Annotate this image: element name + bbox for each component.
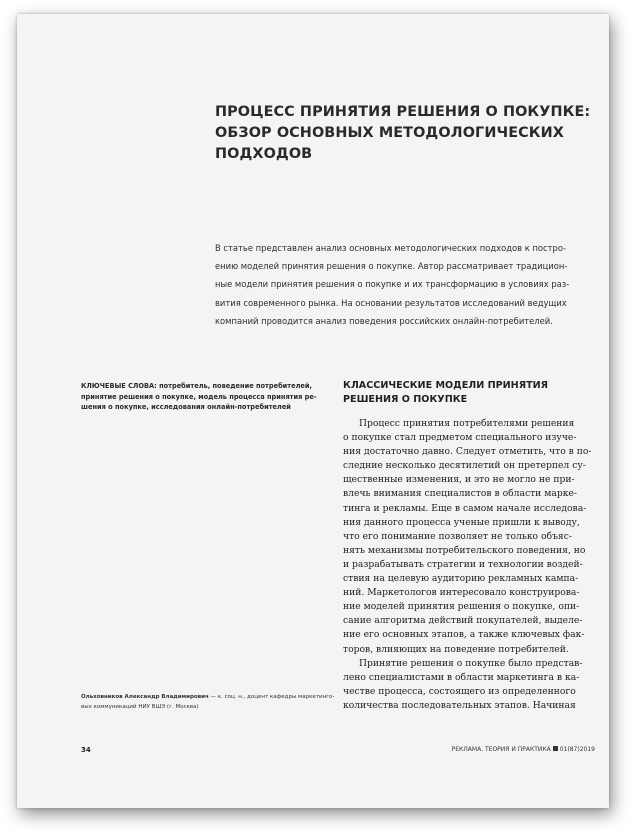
body-line: ствия на целевую аудиторию рекламных кампа- [343,573,579,585]
body-line: ния данного процесса ученые пришли к выводу, [343,516,580,528]
body-line: ние его основных этапов, а также ключевых фак- [343,629,585,641]
body-line: ний. Маркетологов интересовало конструирова- [343,587,580,599]
body-line: и разрабатывать стратегии и технологии воздей- [343,558,583,570]
author-affiliation-part2: вых коммуникаций НИУ ВШЭ (г. Москва) [81,704,199,710]
body-text [343,417,603,713]
page-number: 34 [81,746,91,754]
keywords-line: принятие решения о покупке, модель процесса принятия ре- [81,392,317,401]
body-line: нять механизмы потребительского поведения, но [343,544,586,556]
body-line: торов, влияющих на поведение потребителей. [343,643,569,655]
title-line: ОБЗОР ОСНОВНЫХ МЕТОДОЛОГИЧЕСКИХ [215,125,564,141]
section-heading [343,379,603,407]
author-name: Ольховников Александр Владимирович [81,694,209,700]
body-line: Принятие решения о покупке было представ- [359,657,583,669]
body-line: лено специалистами в области маркетинга в ка- [343,671,580,683]
abstract-line: вития современного рынка. На основании результатов исследований ведущих [215,297,567,308]
heading-line: КЛАССИЧЕСКИЕ МОДЕЛИ ПРИНЯТИЯ [343,380,549,391]
journal-name: РЕКЛАМА. ТЕОРИЯ И ПРАКТИКА [451,746,551,753]
body-line: сание алгоритма действий покупателей, выделе- [343,615,583,627]
body-line: тинга и рекламы. Еще в самом начале исследова- [343,502,587,514]
abstract-line: ению моделей принятия решения о покупке. Автор рассматривает традицион- [215,261,568,272]
document-page [17,14,609,808]
body-line: честве процесса, состоящего из определенного [343,685,576,697]
article-title [215,102,595,165]
abstract-line: ные модели принятия решения о покупке и их трансформацию в условиях раз- [215,279,570,290]
keywords-line: шения о покупке, исследования онлайн-потребителей [81,403,291,412]
abstract-line: компаний проводится анализ поведения российских онлайн-потребителей. [215,315,553,326]
running-footer [417,746,595,753]
title-line: ПОДХОДОВ [215,146,313,162]
body-line: количества последовательных этапов. Начиная [343,699,576,711]
title-line: ПРОЦЕСС ПРИНЯТИЯ РЕШЕНИЯ О ПОКУПКЕ: [215,104,591,120]
square-bullet-icon [553,746,558,751]
author-line [81,692,341,702]
abstract-line: В статье представлен анализ основных методологических подходов к постро- [215,243,566,253]
body-line: ния достаточно давно. Следует отметить, что в по- [343,446,592,458]
body-line: о покупке стал предметом специального изуче- [343,432,577,444]
body-line: ние моделей принятия решения о покупке, опи- [343,601,580,613]
heading-line: РЕШЕНИЯ О ПОКУПКЕ [343,394,468,405]
journal-issue: 01(87)2019 [559,746,595,753]
keywords-line: КЛЮЧЕВЫЕ СЛОВА: потребитель, поведение потребителей, [81,382,313,390]
keywords-block [81,381,331,413]
body-line: щественные изменения, и это не могло не при- [343,474,575,486]
article-abstract [215,239,595,330]
author-affiliation-part1: — к. соц. н., доцент кафедры маркетинго- [208,694,335,700]
author-note [81,692,341,712]
body-line: Процесс принятия потребителями решения [359,418,575,429]
body-line: следние несколько десятилетий он претерпел су- [343,460,586,472]
body-line: что его понимание позволяет не только объяс- [343,530,572,542]
body-line: влечь внимания специалистов в области марке- [343,488,578,500]
